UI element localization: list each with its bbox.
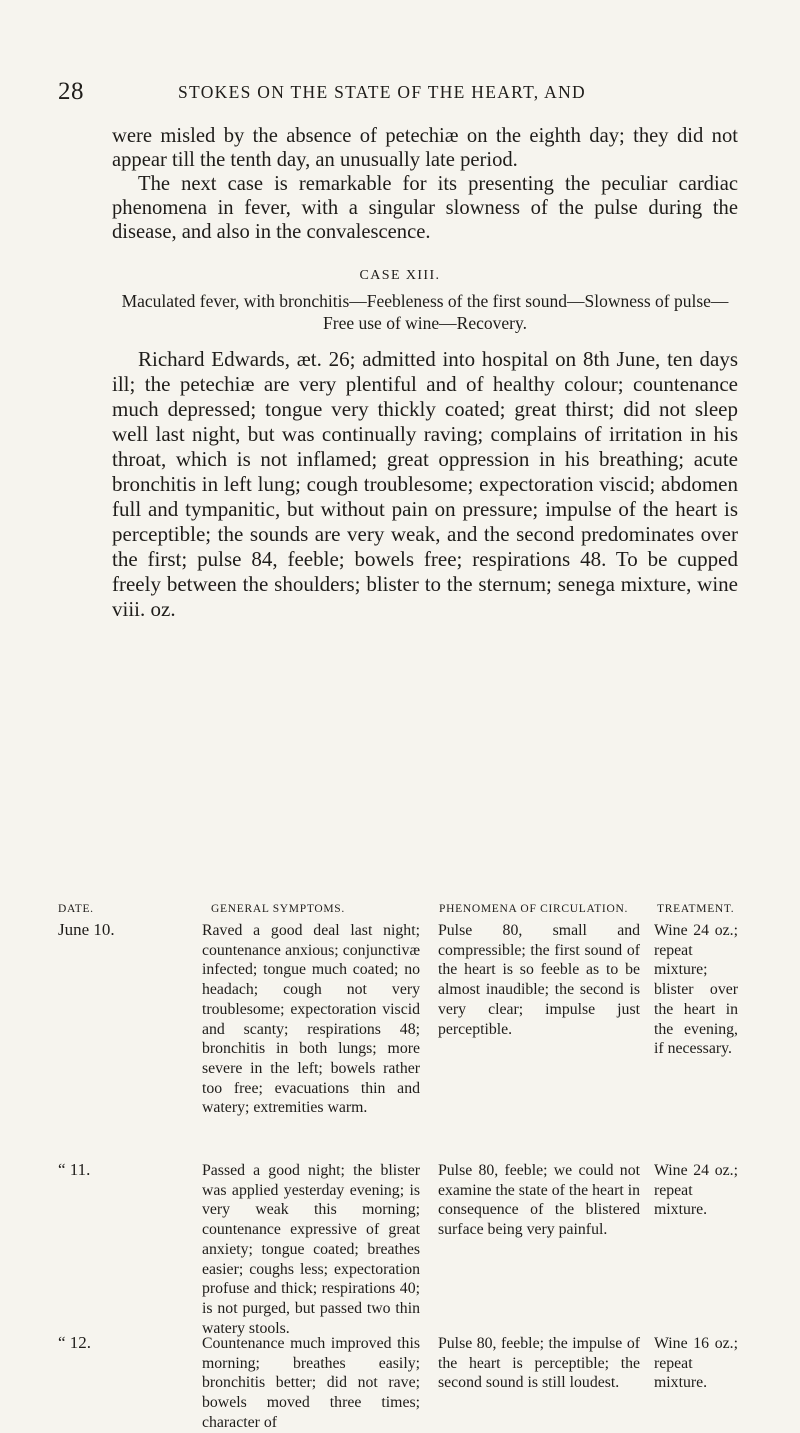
case-title: CASE XIII. — [359, 268, 441, 283]
table-cell-treatment: Wine 16 oz.; repeat mixture. — [654, 1335, 738, 1392]
table-row-date: “ 12. — [58, 1333, 92, 1352]
column-header-treatment: TREATMENT. — [657, 903, 735, 915]
table-cell-treatment: Wine 24 oz.; repeat mixture. — [654, 1162, 738, 1219]
page-number: 28 — [58, 78, 84, 105]
table-cell-symptoms: Countenance much improved this morning; breathes easily; bronchitis better; did not rave; bowels moved three times; character of — [202, 1335, 420, 1431]
case-body — [112, 347, 738, 622]
column-header-date: DATE. — [58, 903, 94, 915]
column-header-symptoms: GENERAL SYMPTOMS. — [211, 903, 345, 915]
running-title: STOKES ON THE STATE OF THE HEART, AND — [178, 82, 586, 102]
table-cell-circulation: Pulse 80, small and compressible; the first sound of the heart is so feeble as to be almost inaudible; the second is very clear; impulse just perceptible. — [438, 922, 640, 1038]
table-cell-symptoms: Raved a good deal last night; countenance anxious; conjunctivæ infected; tongue much coated; no headach; cough not very troublesome; expectoration viscid and scanty; respirations 48; bronchitis in both lungs; more severe in the left; bowels rather too free; evacuations thin and watery; extremities warm. — [202, 922, 420, 1117]
intro-paragraph-1: were misled by the absence of petechiæ on the eighth day; they did not appear till the tenth day, an unusually late period. — [112, 125, 738, 171]
intro-paragraph-2: The next case is remarkable for its presenting the peculiar cardiac phenomena in fever, with a singular slowness of the pulse during the disease, and also in the convalescence. — [112, 173, 738, 243]
case-subtitle: Maculated fever, with bronchitis—Feebleness of the first sound—Slowness of pulse—Free use of wine—Recovery. — [121, 291, 729, 333]
column-header-circulation: PHENOMENA OF CIRCULATION. — [439, 903, 629, 915]
table-cell-circulation: Pulse 80, feeble; we could not examine the state of the heart in consequence of the blistered surface being very painful. — [438, 1162, 640, 1239]
table-cell-circulation: Pulse 80, feeble; the impulse of the heart is perceptible; the second sound is still loudest. — [438, 1335, 640, 1392]
intro-text — [112, 124, 738, 244]
table-cell-treatment: Wine 24 oz.; repeat mixture; blister over the heart in the evening, if necessary. — [654, 922, 738, 1058]
page-header — [58, 78, 768, 108]
table-row-date: June 10. — [58, 920, 115, 939]
table-cell-symptoms: Passed a good night; the blister was applied yesterday evening; is very weak this morning; countenance expressive of great anxiety; tongue coated; breathes easier; coughs less; expectoration profuse and thick; respirations 40; is not purged, but passed two thin watery stools. — [202, 1162, 420, 1337]
table-row-date: “ 11. — [58, 1160, 91, 1179]
case-paragraph: Richard Edwards, æt. 26; admitted into hospital on 8th June, ten days ill; the petechiæ are very plentiful and of healthy colour; countenance much depressed; tongue very thickly coated; great thirst; did not sleep well last night, but was continually raving; complains of irritation in his throat, which is not inflamed; great oppression in his breathing; acute bronchitis in left lung; cough troublesome; expectoration viscid; abdomen full and tympanitic, but without pain on pressure; impulse of the heart is perceptible; the sounds are very weak, and the second predominates over the first; pulse 84, feeble; bowels free; respirations 48. To be cupped freely between the shoulders; blister to the sternum; senega mixture, wine viii. oz. — [112, 347, 738, 621]
